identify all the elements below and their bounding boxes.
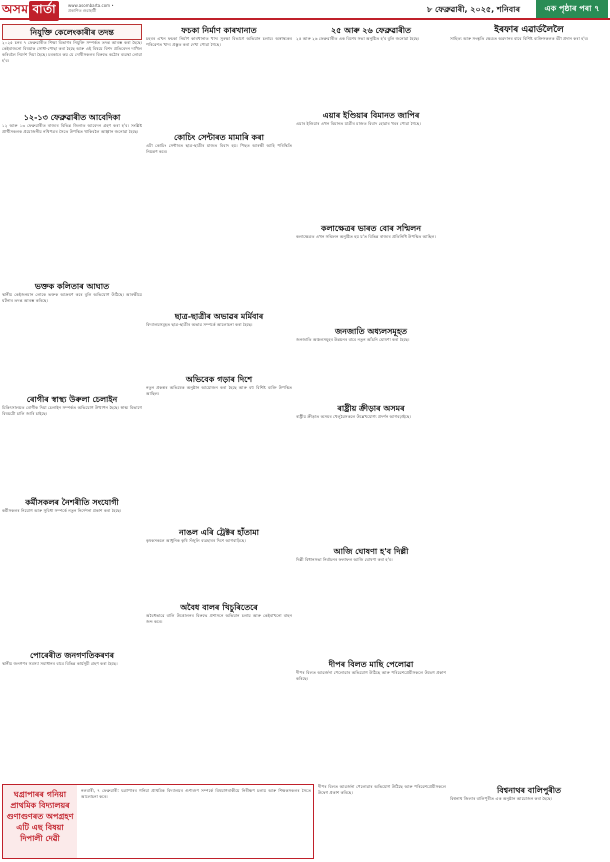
story (296, 658, 446, 778)
story-body: বিদ্যালয়সমূহত ছাত্ৰ-ছাত্ৰীৰ অভাৱ সম্পৰ্কে আলোচনা কৰা হৈছে। (146, 322, 253, 327)
story-body: কৰ্মীসকলৰ নিয়োগ আৰু সুবিধা সম্পৰ্কে নতুন নিৰ্দেশনা প্ৰকাশ কৰা হৈছে। (2, 508, 122, 513)
feature-box-title-panel (3, 785, 77, 858)
headline: ৰোগীৰ স্বাস্থ্য উৰুলা চেলাইন (26, 394, 118, 404)
story-body: বিশ্বনাথ জিলাৰ বালিপুৰীত এক অনুষ্ঠান আয়োজন কৰা হৈছে। (450, 796, 552, 801)
masthead (0, 0, 610, 20)
story (146, 373, 292, 523)
story-body: অবৈধভাৱে বালি উত্তোলনৰ বিৰুদ্ধে প্ৰশাসনে অভিযান চলায় আৰু কেইবাখনো বাহন জব্দ কৰে। (146, 613, 292, 624)
feature-box-title: ঘগ্ৰাপাৰৰ গনিয়া প্ৰাথমিক বিদ্যালয়ৰ গুণাগুণৰত অপগ্ৰহণ এটি এছ বিষয়া দিপালী দেৱী (6, 789, 74, 843)
page-label: এক পৃষ্ঠাৰ পৰা ৭ (536, 0, 608, 18)
headline: কোচিং সেন্টাৰত মামাৰি কৰা (174, 132, 264, 142)
story (146, 310, 292, 370)
story (296, 24, 446, 106)
headline: এয়াৰ ইণ্ডিয়াৰ বিমানত জাপিৰ (322, 110, 420, 120)
story-body: স্থানীয় কেইজনমান লোকে ভক্তক আক্ৰমণ কৰে বুলি অভিযোগ উঠিছে। আৰক্ষীয়ে ঘটনাৰ তদন্ত আৰম্ভ কৰিছে। (2, 292, 142, 303)
headline: নিযুক্তি কেলেংকাৰীৰ তদন্ত (2, 24, 142, 40)
story-body: জনজাতি অঞ্চলসমূহৰ উন্নয়নৰ বাবে নতুন আঁচনি ঘোষণা কৰা হৈছে। (296, 337, 410, 342)
story-body: নতুন প্ৰকল্পৰ অভিষেক অনুষ্ঠান আয়োজন কৰা হৈছে আৰু বহু বিশিষ্ট ব্যক্তি উপস্থিত আছিল। (146, 385, 292, 396)
story-body: স্থানীয় জনগণৰ সমস্যা সমাধানৰ বাবে বিভিন্ন কাৰ্যসূচী গ্ৰহণ কৰা হৈছে। (2, 661, 118, 666)
story-body: এয়াৰ ইণ্ডিয়াৰ এখন বিমানত যাত্ৰীৰ মাজত বিবাদ হোৱাৰ খবৰ পোৱা গৈছে। (296, 121, 421, 126)
story-body: ১২ আৰু ১৩ ফেব্ৰুৱাৰীত ৰাজ্যৰ বিভিন্ন জিলাত আবেদন গ্ৰহণ কৰা হ'ব। সংশ্লিষ্ট প্ৰাৰ্থীসকলক প্ৰয়োজনীয় নথিপত্ৰৰ সৈতে উপস্থিত থাকিবলৈ আহ্বান জনোৱা হৈছে। (2, 123, 142, 134)
headline: ৰাষ্ট্ৰীয় ক্ৰীড়াৰ অসমৰ (337, 403, 405, 413)
logo-mark: বাৰ্তা (29, 1, 59, 21)
feature-box-body: নলবাৰী, ৭ ফেব্ৰুৱাৰী: ঘগ্ৰাপাৰৰ গনিয়া প্ৰাথমিক বিদ্যালয়ৰ গুণাগুণ সম্পৰ্কে বিষয়াগৰাকীয়ে নিৰীক্ষণ চলায় আৰু শিক্ষকসকলৰ সৈতে আলোচনা কৰে। (81, 788, 311, 799)
story-body: দীপৰ বিলত আৱৰ্জনা পেলোৱাৰ অভিযোগ উঠিছে আৰু পৰিৱেশপ্ৰেমীসকলে উদ্বেগ প্ৰকাশ কৰিছে। (296, 670, 446, 681)
story (2, 649, 142, 749)
story (2, 111, 142, 277)
headline: ২৫ আৰু ২৬ ফেব্ৰুৱাৰীত (330, 25, 412, 35)
story-body: সাহিত্য আৰু সংস্কৃতি ক্ষেত্ৰত অৱদানৰ বাবে বিশিষ্ট ব্যক্তিসকলক বঁটা প্ৰদান কৰা হ'ব। (450, 36, 589, 41)
story (296, 109, 446, 219)
headline: ভক্তক কলিতাৰ আঘাত (34, 281, 110, 291)
headline: ১২-১৩ ফেব্ৰুৱাৰীত আবেদিকা (23, 112, 121, 122)
dateline: ৮ ফেব্ৰুৱাৰী, ২০২৫, শনিবাৰ (426, 5, 520, 14)
story-body: ৰাষ্ট্ৰীয় ক্ৰীড়াত অসমৰ খেলুৱৈসকলে উল্লেখযোগ্য প্ৰদৰ্শন আগবঢ়াইছে। (296, 414, 411, 419)
logo-main: অসম (2, 2, 29, 16)
column-3 (296, 24, 446, 780)
story-body: চিকিৎসালয়ত ৰোগীক দিয়া চেলাইন সম্পৰ্কত অভিযোগ উত্থাপন হৈছে। স্বাস্থ্য বিভাগে বিষয়টো চালি জাৰি চাইছে। (2, 405, 142, 416)
headline: ইৰফাৰ এৱাৰ্ডলৈলৈ (494, 25, 564, 35)
headline: আজি ঘোষণা হ'ব দিল্লী (333, 546, 409, 556)
story (450, 24, 608, 776)
story-body: এটা কোচিং সেন্টাৰত ছাত্ৰ-ছাত্ৰীৰ মাজত বিবাদ হয়। পিছত আৰক্ষী আহি পৰিস্থিতি নিয়ন্ত্ৰণ কৰে। (146, 143, 292, 154)
column-2 (146, 24, 292, 780)
story (296, 222, 446, 322)
headline: ফচকা নিৰ্মাণ কাৰখানাত (181, 25, 257, 35)
logo-subtitle: www.asombarta.com • প্ৰকাশিত গুৱাহাটী (68, 3, 114, 13)
story (296, 325, 446, 399)
story-body: কলাক্ষেত্ৰত এখন সন্মিলন অনুষ্ঠিত হয় য'ত বিভিন্ন ৰাজ্যৰ প্ৰতিনিধি উপস্থিত আছিল। (296, 234, 436, 239)
story (146, 601, 292, 780)
bottom-column-3 (318, 784, 446, 859)
headline: বিশ্বনাথৰ বালিপুৰীত (496, 785, 562, 795)
bottom-column-4 (450, 784, 608, 859)
story (2, 393, 142, 493)
headline: অভিবেক গড়াৰ দিশে (185, 374, 253, 384)
story (2, 24, 142, 108)
feature-box (2, 784, 314, 859)
story (2, 280, 142, 390)
headline: কৰ্মীসকলৰ নৈশৰীতি সংযোগী (25, 497, 119, 507)
headline: অবৈধ বালৰ খিচুৰিতেৰে (180, 602, 258, 612)
story (296, 545, 446, 655)
story-body: দিল্লী বিধানসভা নিৰ্বাচনৰ ফলাফল আজি ঘোষণা কৰা হ'ব। (296, 557, 393, 562)
headline: কলাক্ষেত্ৰৰ ভাৰত বোৰ সন্মিলন (321, 223, 421, 233)
newspaper-logo (2, 1, 59, 18)
column-4 (450, 24, 608, 780)
story (146, 24, 292, 128)
story (146, 526, 292, 598)
story-body-continued: দীপৰ বিলত আৱৰ্জনা পেলোৱাৰ অভিযোগ উঠিছে আৰু পৰিৱেশপ্ৰেমীসকলে উদ্বেগ প্ৰকাশ কৰিছে। (318, 784, 446, 795)
headline: নাঙল এৰি ট্ৰেক্টৰ হাঁতামা (178, 527, 260, 537)
story-body: কৃষকসকলে আধুনিক কৃষি সঁজুলি ব্যৱহাৰৰ দিশে আগবাঢ়িছে। (146, 538, 246, 543)
story (296, 402, 446, 542)
headline: দীপৰ বিলত মাছি পেলোৱা (328, 659, 414, 669)
headline: পোৰেৰীত জনগণতিকৰণৰ (29, 650, 115, 660)
headline: জনজাতি অধ্যলসমূহত (334, 326, 408, 336)
story (2, 496, 142, 646)
column-1 (2, 24, 142, 780)
headline: ছাত্ৰ-ছাত্ৰীৰ অভাৱৰ মৰ্মিবাৰ (174, 311, 264, 321)
story-body: ২৫ আৰু ২৬ ফেব্ৰুৱাৰীত এক বিশেষ সভা অনুষ্ঠিত হ'ব বুলি জনোৱা হৈছে। (296, 36, 420, 41)
story-body: ২০২৫ চনৰ ৭ ফেব্ৰুৱাৰীত শিক্ষা বিভাগৰ নিযুক্তি সম্পৰ্কত তদন্ত আৰম্ভ কৰা হৈছে। কেইবাজনো বিষয়াক সোধা-পোছা কৰা হৈছে আৰু এই বিষয়ে বিশদ প্ৰতিবেদন দাখিল কৰিবলৈ নিৰ্দেশ দিয়া হৈছে। চৰকাৰে কয় যে দোষীসকলৰ বিৰুদ্ধে কঠোৰ ব্যৱস্থা লোৱা হ'ব। (2, 40, 142, 63)
story (146, 131, 292, 307)
story-body: চহৰৰ এখন ফচকা নিৰ্মাণ কাৰখানাত খাদ্য সুৰক্ষা বিভাগে অভিযান চলায়। অস্বাস্থ্যকৰ পৰিৱেশত খাদ্য প্ৰস্তুত কৰা দেখা পোৱা গৈছে। (146, 36, 292, 47)
